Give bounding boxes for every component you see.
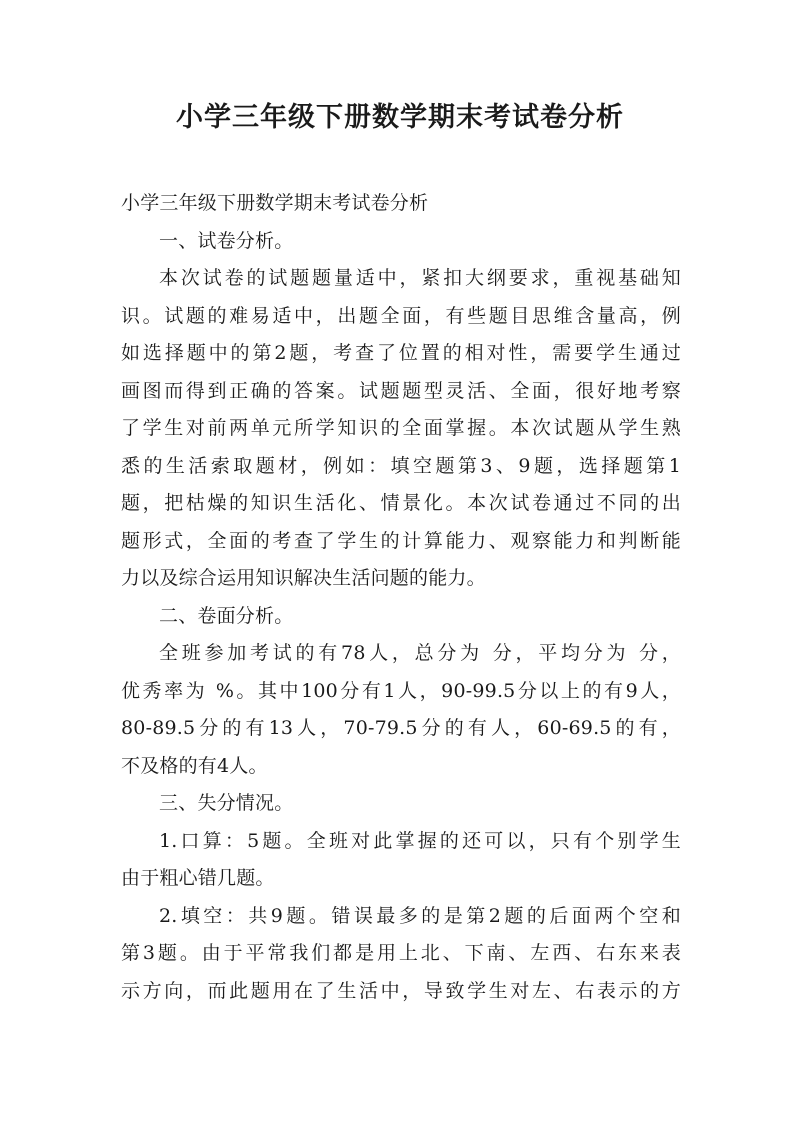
paragraph-line: 本次试卷的试题题量适中，紧扣大纲要求，重视基础知	[159, 267, 681, 289]
paragraph-line: 如选择题中的第2题，考查了位置的相对性，需要学生通过	[121, 342, 681, 364]
paragraph-line: 80-89.5分的有13人，70-79.5分的有人，60-69.5的有，	[121, 717, 681, 739]
paragraph-line: 优秀率为 %。其中100分有1人，90-99.5分以上的有9人，	[121, 679, 681, 702]
subtitle-line: 小学三年级下册数学期末考试卷分析	[121, 192, 429, 214]
paragraph-line: 2.填空：共9题。错误最多的是第2题的后面两个空和	[159, 904, 681, 927]
document-body	[121, 185, 681, 1010]
paragraph-line: 不及格的有4人。	[121, 754, 268, 777]
paragraph-line: 题，把枯燥的知识生活化、情景化。本次试卷通过不同的出	[121, 492, 681, 514]
paragraph-line: 由于粗心错几题。	[121, 867, 275, 889]
paragraph-line: 示方向，而此题用在了生活中，导致学生对左、右表示的方	[121, 979, 681, 1002]
section-heading-score-analysis: 二、卷面分析。	[159, 604, 294, 627]
paragraph-line: 了学生对前两单元所学知识的全面掌握。本次试题从学生熟	[121, 417, 681, 439]
document-title: 小学三年级下册数学期末考试卷分析	[176, 102, 624, 133]
paragraph-line: 第3题。由于平常我们都是用上北、下南、左西、右东来表	[121, 942, 681, 964]
section-heading-lost-points: 三、失分情况。	[159, 792, 294, 814]
paragraph-line: 识。试题的难易适中，出题全面，有些题目思维含量高，例	[121, 304, 681, 327]
paragraph-line: 画图而得到正确的答案。试题题型灵活、全面，很好地考察	[121, 379, 681, 402]
section-heading-paper-analysis: 一、试卷分析。	[159, 229, 294, 252]
paragraph-line: 1.口算：5题。全班对此掌握的还可以，只有个别学生	[159, 829, 681, 852]
paragraph-line: 悉的生活索取题材，例如：填空题第3、9题，选择题第1	[121, 454, 681, 477]
paragraph-line: 力以及综合运用知识解决生活问题的能力。	[121, 567, 486, 589]
paragraph-line: 全班参加考试的有78人，总分为 分，平均分为 分，	[159, 642, 681, 664]
paragraph-line: 题形式，全面的考查了学生的计算能力、观察能力和判断能	[121, 529, 681, 552]
